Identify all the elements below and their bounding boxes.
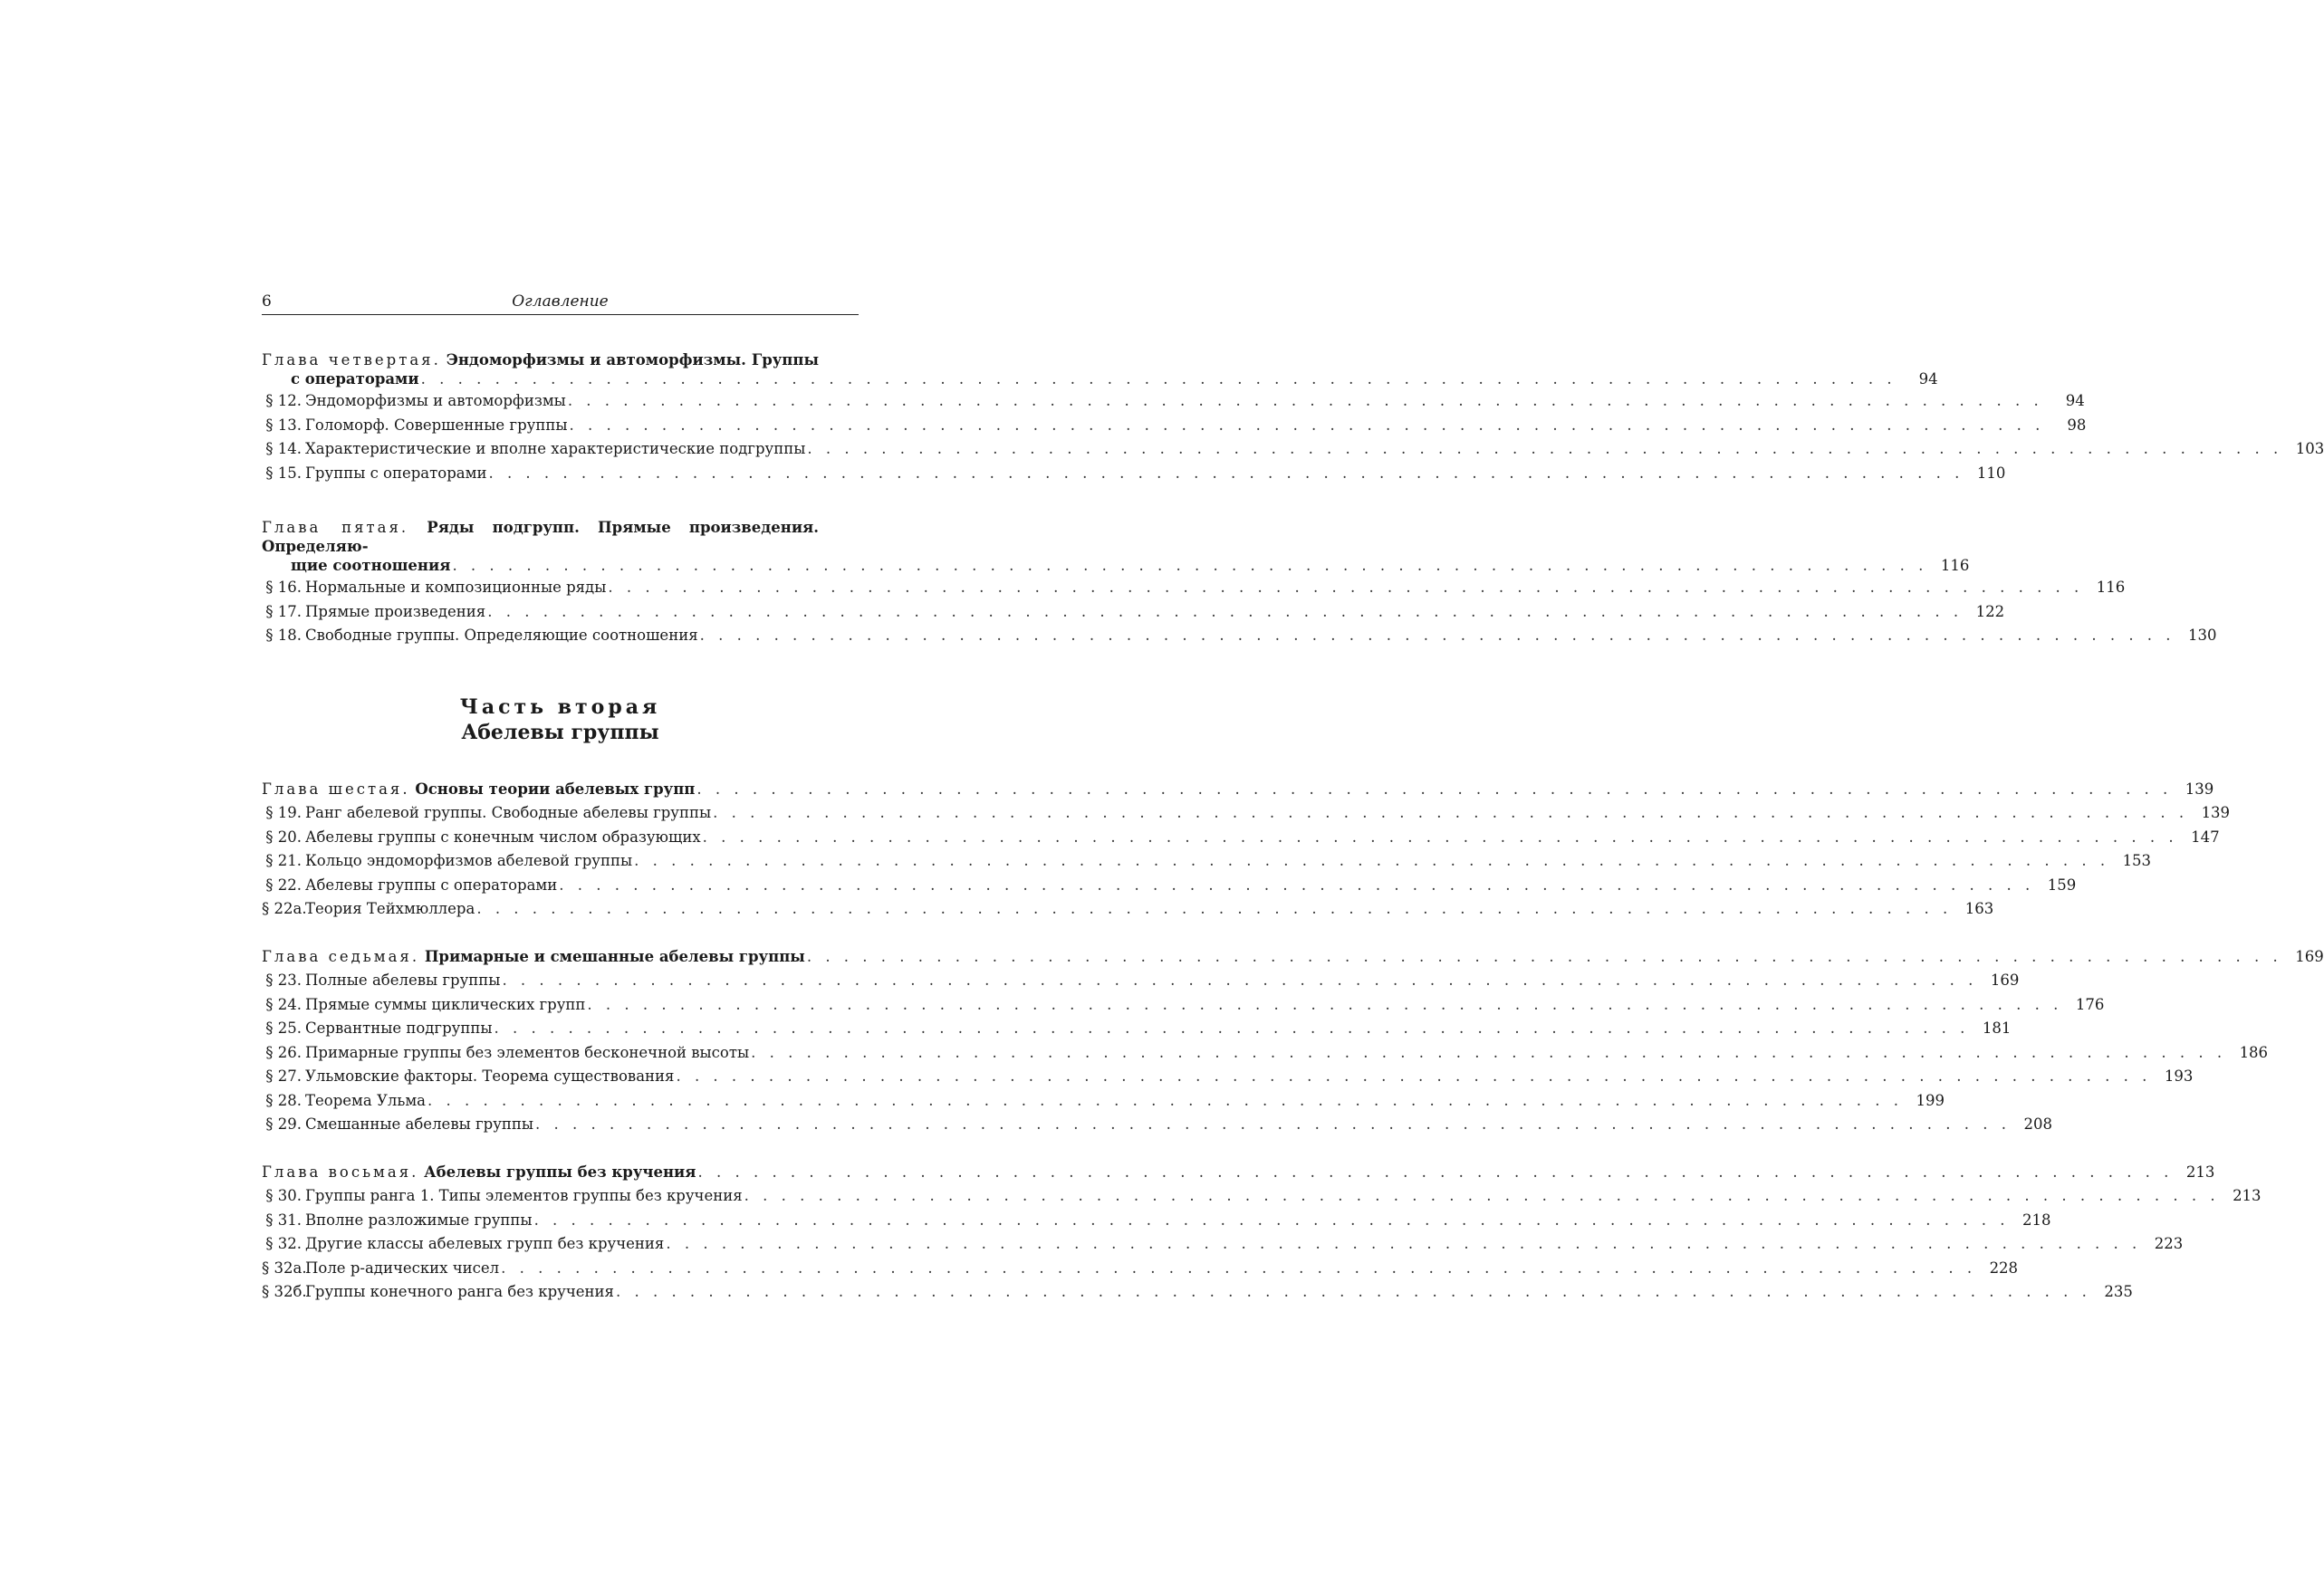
section-title: Примарные группы без элементов бесконечной высоты (305, 1043, 750, 1061)
section-title: Поле p-адических чисел (305, 1259, 500, 1277)
section-number: § 19. (265, 804, 302, 821)
section-title: Абелевы группы с операторами (305, 876, 558, 894)
page-ref: 159 (2047, 876, 2077, 894)
toc-entry[interactable] (262, 416, 2087, 440)
dot-leader: . . . . . . . . . . . . . . . . . . . . . . . . . . . . . . . . . . . . . . . . . . . . . . . . . . . . . . . . . . . . . . . . . . . . . . . . . . . . . . . . (587, 995, 2063, 1013)
section-number: § 28. (265, 1091, 302, 1109)
dot-leader: . . . . . . . . . . . . . . . . . . . . . . . . . . . . . . . . . . . . . . . . . . . . . . . . . . . . . . . . . . . . . . . . . . . . . . . . . . . . . . . . (806, 947, 2282, 965)
chapter-heading[interactable] (262, 518, 859, 556)
page-ref: 139 (2201, 804, 2231, 821)
section-number: § 32а. (262, 1259, 307, 1277)
dot-leader: . . . . . . . . . . . . . . . . . . . . . . . . . . . . . . . . . . . . . . . . . . . . . . . . . . . . . . . . . . . . . . . . . . . . . . . . . . . . . . . . (751, 1043, 2227, 1061)
section-number: § 13. (265, 416, 302, 434)
chapter-title: Эндоморфизмы и автоморфизмы. Группы (440, 351, 820, 369)
section-number: § 29. (265, 1115, 302, 1133)
page-ref: 147 (2191, 828, 2220, 846)
page-ref: 186 (2239, 1043, 2269, 1061)
dot-leader: . . . . . . . . . . . . . . . . . . . . . . . . . . . . . . . . . . . . . . . . . . . . . . . . . . . . . . . . . . . . . . . . . . . . . . . . . . . . . . . . (535, 1115, 2011, 1133)
page-ref: 110 (1976, 464, 2006, 482)
chapter-heading[interactable] (262, 1163, 2215, 1187)
section-number: § 18. (265, 627, 302, 644)
page-ref: 223 (2154, 1235, 2184, 1252)
section-title: Абелевы группы с конечным числом образующих (305, 828, 701, 846)
section-number: § 21. (265, 852, 302, 869)
section-number: § 16. (265, 579, 302, 596)
dot-leader: . . . . . . . . . . . . . . . . . . . . . . . . . . . . . . . . . . . . . . . . . . . . . . . . . . . . . . . . . . . . . . . . . . . . . . . . . . . . . . . . (615, 1283, 2091, 1300)
page-ref: 169 (2295, 947, 2324, 965)
section-number: § 20. (265, 828, 302, 846)
section-title: Характеристические и вполне характеристические подгруппы (305, 440, 806, 457)
chapter-label: Глава четвертая. (262, 351, 441, 369)
toc-entry[interactable] (262, 828, 2220, 852)
chapter-title: Основы теории абелевых групп (409, 780, 696, 798)
page-ref: 122 (1975, 602, 2005, 620)
toc-entry[interactable] (262, 1259, 2019, 1283)
chapter-heading-line1 (262, 518, 859, 556)
chapter-title: Абелевы группы без кручения (418, 1163, 696, 1181)
section-number: § 24. (265, 995, 302, 1013)
section-title: Свободные группы. Определяющие соотношения (305, 627, 698, 644)
toc-entry[interactable] (262, 1186, 2262, 1211)
section-title: Другие классы абелевых групп без кручения (305, 1235, 665, 1252)
page-ref: 94 (2065, 392, 2085, 409)
chapter-label: Глава седьмая. (262, 947, 420, 965)
chapter-block (262, 947, 2324, 1139)
chapter-label: Глава шестая. (262, 780, 410, 798)
toc-entry[interactable] (262, 995, 2105, 1019)
toc-entry[interactable] (262, 439, 2324, 464)
toc-entry[interactable] (262, 851, 2152, 876)
page-ref: 98 (2067, 416, 2087, 434)
page-number: 6 (262, 292, 272, 311)
part-subtitle: Абелевы группы (461, 720, 659, 744)
dot-leader: . . . . . . . . . . . . . . . . . . . . . . . . . . . . . . . . . . . . . . . . . . . . . . . . . . . . . . . . . . . . . . . . . . . . . . . . . . . . . . . . (702, 828, 2178, 846)
toc-entry[interactable] (262, 1211, 2051, 1235)
page-ref: 169 (1990, 972, 2020, 989)
chapter-block (262, 780, 2231, 924)
page-ref: 176 (2075, 995, 2105, 1013)
toc-entry[interactable] (262, 1091, 1945, 1115)
page-ref: 213 (2233, 1187, 2262, 1204)
page-ref: 94 (1918, 370, 1938, 388)
chapter-heading-line2[interactable] (262, 369, 1938, 391)
section-title: Теория Тейхмюллера (305, 900, 475, 917)
part-title: Часть вторая (459, 694, 661, 719)
toc-entry[interactable] (262, 1234, 2184, 1259)
toc-page (262, 291, 2324, 1307)
page-ref: 199 (1916, 1091, 1945, 1109)
page-ref: 218 (2022, 1211, 2051, 1229)
dot-leader: . . . . . . . . . . . . . . . . . . . . . . . . . . . . . . . . . . . . . . . . . . . . . . . . . . . . . . . . . . . . . . . . . . . . . . . . . . . . . . . . (744, 1187, 2220, 1204)
chapter-block (262, 518, 2217, 650)
section-number: § 15. (265, 464, 302, 482)
section-title: Сервантные подгруппы (305, 1019, 493, 1037)
dot-leader: . . . . . . . . . . . . . . . . . . . . . . . . . . . . . . . . . . . . . . . . . . . . . . . . . . . . . . . . . . . . . . . . . . . . . . . . . . . . . . . . (634, 852, 2110, 869)
dot-leader: . . . . . . . . . . . . . . . . . . . . . . . . . . . . . . . . . . . . . . . . . . . . . . . . . . . . . . . . . . . . . . . . . . . . . . . . . . . . . . . . (502, 972, 1978, 989)
dot-leader: . . . . . . . . . . . . . . . . . . . . . . . . . . . . . . . . . . . . . . . . . . . . . . . . . . . . . . . . . . . . . . . . . . . . . . . . . . . . . . . . (488, 464, 1964, 482)
section-number: § 32. (265, 1235, 302, 1252)
page-ref: 213 (2185, 1163, 2215, 1181)
running-header (262, 291, 859, 315)
toc-part-two (262, 780, 2324, 1307)
chapter-title: Примарные и смешанные абелевы группы (419, 947, 805, 965)
section-number: § 17. (265, 602, 302, 620)
toc-entry[interactable] (262, 1115, 2052, 1139)
section-title: Группы ранга 1. Типы элементов группы без кручения (305, 1187, 743, 1204)
section-title: Ульмовские факторы. Теорема существования (305, 1067, 675, 1085)
section-number: § 14. (265, 440, 302, 457)
dot-leader: . . . . . . . . . . . . . . . . . . . . . . . . . . . . . . . . . . . . . . . . . . . . . . . . . . . . . . . . . . . . . . . . . . . . . . . . . . . . . . . . (476, 900, 1953, 917)
section-number: § 30. (265, 1187, 302, 1204)
part-heading (262, 694, 859, 745)
toc-entry[interactable] (262, 971, 2020, 995)
chapter-block (262, 1163, 2262, 1307)
page-ref: 116 (1940, 557, 1970, 574)
section-title: Вполне разложимые группы (305, 1211, 533, 1229)
toc-entry[interactable] (262, 899, 1994, 924)
section-number: § 26. (265, 1043, 302, 1061)
toc-entry[interactable] (262, 1019, 2012, 1043)
page-ref: 235 (2104, 1283, 2133, 1300)
page-ref: 163 (1964, 900, 1994, 917)
section-title: Кольцо эндоморфизмов абелевой группы (305, 852, 633, 869)
toc-entry[interactable] (262, 1067, 2194, 1091)
section-number: § 31. (265, 1211, 302, 1229)
chapter-title-cont: с операторами (291, 370, 419, 388)
page-ref: 193 (2164, 1067, 2194, 1085)
section-number: § 22а. (262, 900, 307, 917)
toc-entry[interactable] (262, 1043, 2269, 1067)
toc-entry[interactable] (262, 626, 2217, 650)
section-number: § 27. (265, 1067, 302, 1085)
dot-leader: . . . . . . . . . . . . . . . . . . . . . . . . . . . . . . . . . . . . . . . . . . . . . . . . . . . . . . . . . . . . . . . . . . . . . . . . . . . . . . . . (676, 1067, 2152, 1085)
dot-leader: . . . . . . . . . . . . . . . . . . . . . . . . . . . . . . . . . . . . . . . . . . . . . . . . . . . . . . . . . . . . . . . . . . . . . . . . . . . . . . . . (608, 579, 2084, 596)
section-title: Теорема Ульма (305, 1091, 427, 1109)
dot-leader: . . . . . . . . . . . . . . . . . . . . . . . . . . . . . . . . . . . . . . . . . . . . . . . . . . . . . . . . . . . . . . . . . . . . . . . . . . . . . . . . (452, 557, 1928, 574)
dot-leader: . . . . . . . . . . . . . . . . . . . . . . . . . . . . . . . . . . . . . . . . . . . . . . . . . . . . . . . . . . . . . . . . . . . . . . . . . . . . . . . . (559, 876, 2035, 894)
dot-leader: . . . . . . . . . . . . . . . . . . . . . . . . . . . . . . . . . . . . . . . . . . . . . . . . . . . . . . . . . . . . . . . . . . . . . . . . . . . . . . . . (697, 1163, 2174, 1181)
section-title: Группы с операторами (305, 464, 487, 482)
chapter-heading[interactable] (262, 350, 859, 369)
toc-entry[interactable] (262, 876, 2077, 900)
chapter-heading-line2[interactable] (262, 556, 1970, 578)
toc-entry[interactable] (262, 391, 2085, 416)
chapter-block (262, 350, 2324, 487)
toc-entry[interactable] (262, 1282, 2133, 1307)
chapter-label: Глава восьмая. (262, 1163, 419, 1181)
toc-entry[interactable] (262, 464, 2006, 488)
chapter-heading[interactable] (262, 780, 2214, 804)
chapter-label: Глава пятая. (262, 519, 409, 536)
chapter-title-cont: щие соотношения (291, 557, 451, 574)
chapter-title: Ряды подгрупп. Прямые произведения. Определяю- (262, 519, 819, 555)
section-title: Ранг абелевой группы. Свободные абелевы группы (305, 804, 712, 821)
page-ref: 208 (2023, 1115, 2052, 1133)
page-ref: 130 (2188, 627, 2217, 644)
section-title: Смешанные абелевы группы (305, 1115, 534, 1133)
section-title: Прямые суммы циклических групп (305, 995, 586, 1013)
dot-leader: . . . . . . . . . . . . . . . . . . . . . . . . . . . . . . . . . . . . . . . . . . . . . . . . . . . . . . . . . . . . . . . . . . . . . . . . . . . . . . . . (494, 1019, 1970, 1037)
section-number: § 22. (265, 876, 302, 894)
chapter-heading[interactable] (262, 947, 2324, 972)
toc-entry[interactable] (262, 803, 2231, 828)
section-number: § 23. (265, 972, 302, 989)
section-title: Нормальные и композиционные ряды (305, 579, 607, 596)
section-title: Эндоморфизмы и автоморфизмы (305, 392, 566, 409)
section-number: § 25. (265, 1019, 302, 1037)
dot-leader: . . . . . . . . . . . . . . . . . . . . . . . . . . . . . . . . . . . . . . . . . . . . . . . . . . . . . . . . . . . . . . . . . . . . . . . . . . . . . . . . (567, 392, 2043, 409)
page-ref: 139 (2185, 780, 2214, 798)
dot-leader: . . . . . . . . . . . . . . . . . . . . . . . . . . . . . . . . . . . . . . . . . . . . . . . . . . . . . . . . . . . . . . . . . . . . . . . . . . . . . . . . (533, 1211, 2010, 1229)
section-title: Полные абелевы группы (305, 972, 501, 989)
dot-leader: . . . . . . . . . . . . . . . . . . . . . . . . . . . . . . . . . . . . . . . . . . . . . . . . . . . . . . . . . . . . . . . . . . . . . . . . . . . . . . . . (666, 1235, 2142, 1252)
page-ref: 181 (1982, 1019, 2012, 1037)
dot-leader: . . . . . . . . . . . . . . . . . . . . . . . . . . . . . . . . . . . . . . . . . . . . . . . . . . . . . . . . . . . . . . . . . . . . . . . . . . . . . . . . (807, 440, 2283, 457)
section-title: Прямые произведения (305, 602, 486, 620)
section-number: § 32б. (262, 1283, 307, 1300)
page-ref: 228 (1989, 1259, 2019, 1277)
dot-leader: . . . . . . . . . . . . . . . . . . . . . . . . . . . . . . . . . . . . . . . . . . . . . . . . . . . . . . . . . . . . . . . . . . . . . . . . . . . . . . . . (427, 1091, 1903, 1109)
dot-leader: . . . . . . . . . . . . . . . . . . . . . . . . . . . . . . . . . . . . . . . . . . . . . . . . . . . . . . . . . . . . . . . . . . . . . . . . . . . . . . . . (501, 1259, 1977, 1277)
page-ref: 153 (2122, 852, 2152, 869)
chapter-heading-line1 (262, 350, 859, 369)
section-number: § 12. (265, 392, 302, 409)
page-ref: 116 (2096, 579, 2126, 596)
toc-entry[interactable] (262, 602, 2005, 627)
dot-leader: . . . . . . . . . . . . . . . . . . . . . . . . . . . . . . . . . . . . . . . . . . . . . . . . . . . . . . . . . . . . . . . . . . . . . . . . . . . . . . . . (569, 416, 2045, 434)
dot-leader: . . . . . . . . . . . . . . . . . . . . . . . . . . . . . . . . . . . . . . . . . . . . . . . . . . . . . . . . . . . . . . . . . . . . . . . . . . . . . . . . (696, 780, 2173, 798)
running-title: Оглавление (512, 292, 609, 311)
toc-entry[interactable] (262, 578, 2126, 602)
section-title: Группы конечного ранга без кручения (305, 1283, 614, 1300)
dot-leader: . . . . . . . . . . . . . . . . . . . . . . . . . . . . . . . . . . . . . . . . . . . . . . . . . . . . . . . . . . . . . . . . . . . . . . . . . . . . . . . . (487, 602, 1964, 620)
page-ref: 103 (2295, 440, 2324, 457)
dot-leader: . . . . . . . . . . . . . . . . . . . . . . . . . . . . . . . . . . . . . . . . . . . . . . . . . . . . . . . . . . . . . . . . . . . . . . . . . . . . . . . . (699, 627, 2175, 644)
toc-part-one-continued (262, 350, 2324, 650)
section-title: Голоморф. Совершенные группы (305, 416, 568, 434)
dot-leader: . . . . . . . . . . . . . . . . . . . . . . . . . . . . . . . . . . . . . . . . . . . . . . . . . . . . . . . . . . . . . . . . . . . . . . . . . . . . . . . . (420, 370, 1897, 388)
dot-leader: . . . . . . . . . . . . . . . . . . . . . . . . . . . . . . . . . . . . . . . . . . . . . . . . . . . . . . . . . . . . . . . . . . . . . . . . . . . . . . . . (713, 804, 2189, 821)
